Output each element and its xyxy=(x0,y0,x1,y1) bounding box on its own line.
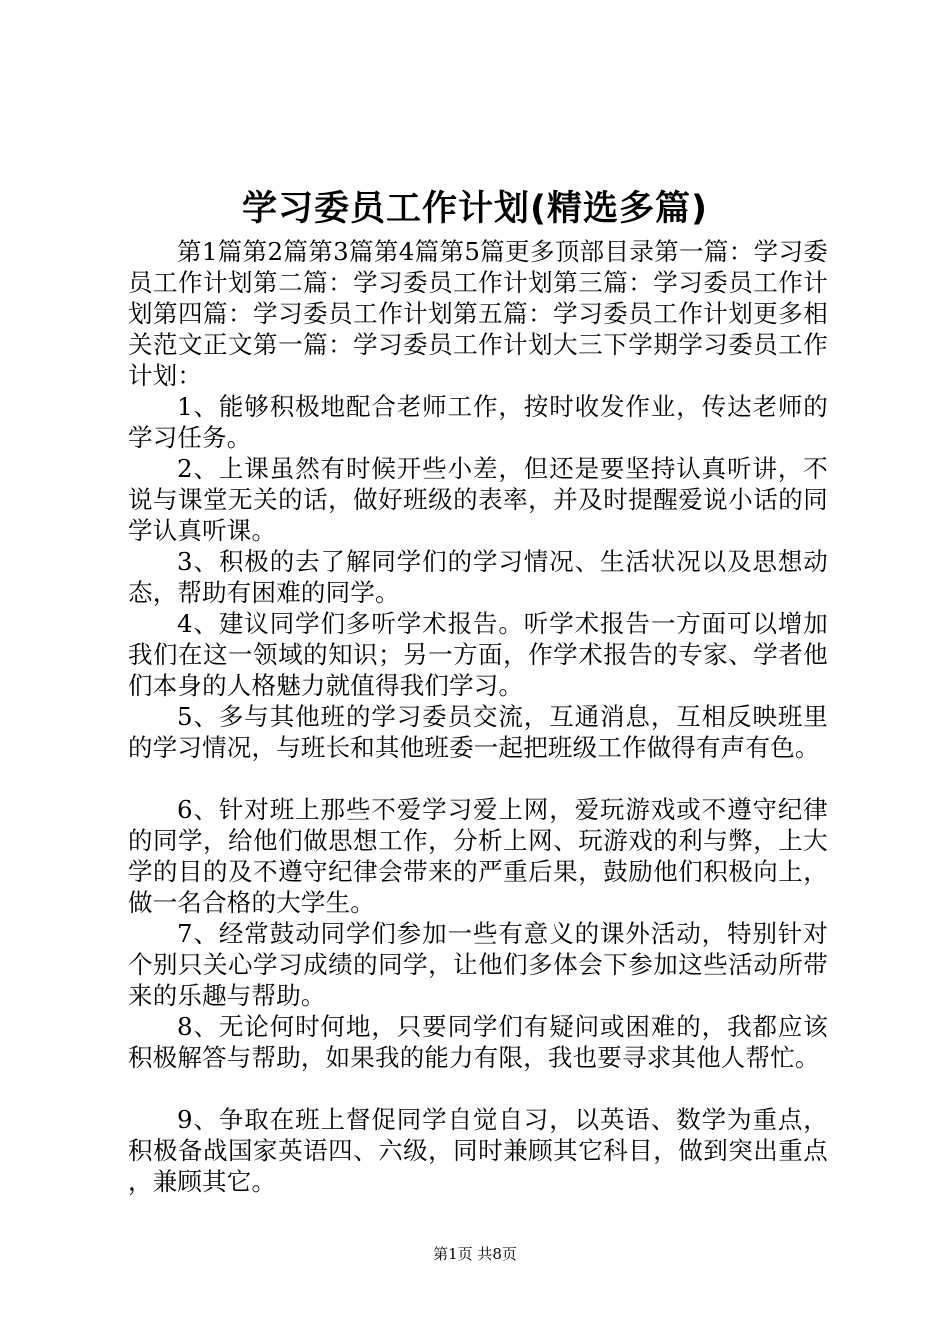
plan-item-2: 2、上课虽然有时候开些小差，但还是要坚持认真听讲，不说与课堂无关的话，做好班级的表率，并及时提醒爱说小话的同学认真听课。 xyxy=(128,454,828,545)
document-body xyxy=(128,236,828,1197)
intro-paragraph: 第1篇第2篇第3篇第4篇第5篇更多顶部目录第一篇：学习委员工作计划第二篇：学习委员工作计划第三篇：学习委员工作计划第四篇：学习委员工作计划第五篇：学习委员工作计划更多相关范文正文第一篇：学习委员工作计划大三下学期学习委员工作计划： xyxy=(128,237,828,390)
plan-item-5: 5、多与其他班的学习委员交流，互通消息，互相反映班里的学习情况，与班长和其他班委一起把班级工作做得有声有色。 xyxy=(128,702,828,762)
plan-item-6: 6、针对班上那些不爱学习爱上网，爱玩游戏或不遵守纪律的同学，给他们做思想工作，分析上网、玩游戏的利与弊，上大学的目的及不遵守纪律会带来的严重后果，鼓励他们积极向上，做一名合格的大学生。 xyxy=(128,795,828,917)
plan-item-7: 7、经常鼓动同学们参加一些有意义的课外活动，特别针对个别只关心学习成绩的同学，让他们多体会下参加这些活动所带来的乐趣与帮助。 xyxy=(128,919,828,1010)
plan-item-3: 3、积极的去了解同学们的学习情况、生活状况以及思想动态，帮助有困难的同学。 xyxy=(128,547,828,607)
page-number-footer: 第1页 共8页 xyxy=(433,1245,517,1263)
plan-item-9: 9、争取在班上督促同学自觉自习，以英语、数学为重点，积极备战国家英语四、六级，同时兼顾其它科目，做到突出重点，兼顾其它。 xyxy=(128,1105,828,1196)
plan-item-1: 1、能够积极地配合老师工作，按时收发作业，传达老师的学习任务。 xyxy=(128,392,828,452)
document-title: 学习委员工作计划(精选多篇) xyxy=(242,189,708,229)
plan-item-4: 4、建议同学们多听学术报告。听学术报告一方面可以增加我们在这一领域的知识；另一方面，作学术报告的专家、学者他们本身的人格魅力就值得我们学习。 xyxy=(128,609,828,700)
plan-item-8: 8、无论何时何地，只要同学们有疑问或困难的，我都应该积极解答与帮助，如果我的能力有限，我也要寻求其他人帮忙。 xyxy=(128,1012,828,1072)
